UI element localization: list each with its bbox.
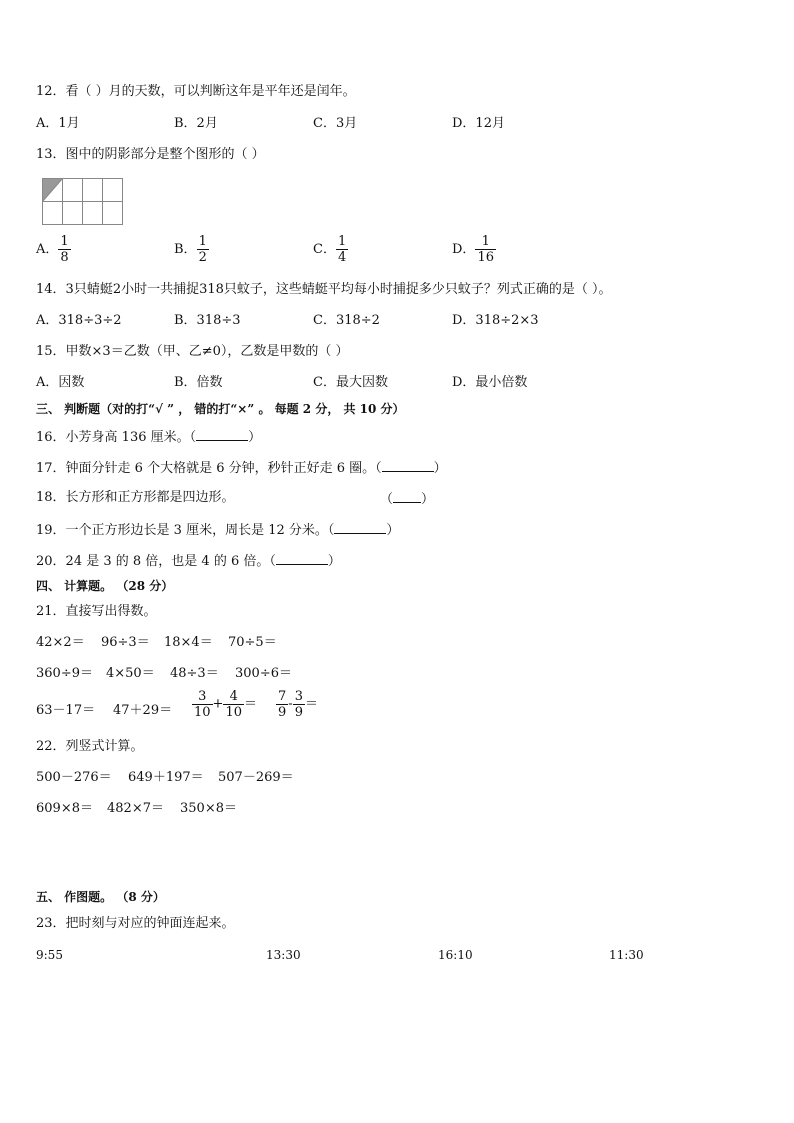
q13-option-c: C． $\frac{1}{4}$ bbox=[313, 234, 347, 265]
time-label: 9:55 bbox=[36, 948, 63, 962]
q15-option-d: D．最小倍数 bbox=[452, 375, 528, 390]
q12-option-b: B．2月 bbox=[174, 116, 218, 131]
calc-item: 649＋197＝ bbox=[128, 770, 204, 785]
q13-option-b: B． $\frac{1}{2}$ bbox=[174, 234, 207, 265]
q12-option-a: A．1月 bbox=[36, 116, 80, 131]
q12-option-c: C．3月 bbox=[313, 116, 358, 131]
time-label: 13:30 bbox=[266, 948, 301, 962]
q20-line: 20．24 是 3 的 8 倍，也是 4 的 6 倍。（ ） bbox=[36, 554, 341, 569]
calc-item: 42×2＝ bbox=[36, 635, 85, 650]
q15-stem: 15．甲数×3＝乙数（甲、乙≠0），乙数是甲数的（ ） bbox=[36, 344, 349, 359]
fraction-expression-2: $\frac{7}{9}$ - $\frac{3}{9}$ ＝ bbox=[278, 689, 318, 720]
calc-item: 4×50＝ bbox=[106, 666, 155, 681]
section-5-heading: 五、 作图题。 （8 分） bbox=[36, 890, 165, 904]
time-label: 16:10 bbox=[438, 948, 473, 962]
calc-item: 18×4＝ bbox=[164, 635, 213, 650]
q12-stem: 12．看（ ）月的天数，可以判断这年是平年还是闰年。 bbox=[36, 84, 356, 99]
time-label: 11:30 bbox=[609, 948, 644, 962]
calc-item: 507－269＝ bbox=[218, 770, 294, 785]
q18-line: 18．长方形和正方形都是四边形。 bbox=[36, 490, 235, 505]
q12-option-d: D．12月 bbox=[452, 116, 505, 131]
answer-blank[interactable] bbox=[334, 521, 386, 534]
q13-option-d: D． $\frac{1}{16}$ bbox=[452, 234, 494, 265]
calc-item: 63－17＝ bbox=[36, 703, 96, 718]
q15-option-c: C．最大因数 bbox=[313, 375, 388, 390]
answer-blank[interactable] bbox=[196, 428, 248, 441]
answer-blank[interactable] bbox=[276, 552, 328, 565]
shaded-grid-figure bbox=[42, 178, 124, 225]
calc-item: 360÷9＝ bbox=[36, 666, 93, 681]
calc-item: 500－276＝ bbox=[36, 770, 112, 785]
calc-item: 70÷5＝ bbox=[228, 635, 277, 650]
q14-option-c: C．318÷2 bbox=[313, 313, 380, 328]
calc-item: 48÷3＝ bbox=[170, 666, 219, 681]
q14-stem: 14．3只蜻蜓2小时一共捕捉318只蚊子，这些蜻蜓平均每小时捕捉多少只蚊子？列式正确的是（ ）。 bbox=[36, 282, 612, 297]
calc-item: 47＋29＝ bbox=[113, 703, 173, 718]
q14-option-b: B．318÷3 bbox=[174, 313, 241, 328]
q21-stem: 21．直接写出得数。 bbox=[36, 604, 157, 619]
q13-stem: 13．图中的阴影部分是整个图形的（ ） bbox=[36, 147, 265, 162]
calc-item: 350×8＝ bbox=[180, 801, 237, 816]
calc-item: 609×8＝ bbox=[36, 801, 93, 816]
fraction-expression-1: $\frac{3}{10}$ + $\frac{4}{10}$ ＝ bbox=[194, 689, 258, 720]
q14-option-d: D．318÷2×3 bbox=[452, 313, 539, 328]
q19-line: 19．一个正方形边长是 3 厘米，周长是 12 分米。（ ） bbox=[36, 523, 400, 538]
calc-item: 482×7＝ bbox=[107, 801, 164, 816]
calc-item: 300÷6＝ bbox=[235, 666, 292, 681]
section-4-heading: 四、 计算题。 （28 分） bbox=[36, 579, 174, 593]
q22-stem: 22．列竖式计算。 bbox=[36, 739, 144, 754]
q13-option-a: A． $\frac{1}{8}$ bbox=[36, 234, 69, 265]
q16-line: 16．小芳身高 136 厘米。（ ） bbox=[36, 430, 262, 445]
q18-answer: （ ） bbox=[380, 492, 435, 507]
calc-item: 96÷3＝ bbox=[101, 635, 150, 650]
answer-blank[interactable] bbox=[382, 459, 434, 472]
q23-stem: 23．把时刻与对应的钟面连起来。 bbox=[36, 916, 235, 931]
q15-option-a: A．因数 bbox=[36, 375, 85, 390]
q14-option-a: A．318÷3÷2 bbox=[36, 313, 122, 328]
answer-blank[interactable] bbox=[393, 490, 421, 503]
q15-option-b: B．倍数 bbox=[174, 375, 223, 390]
section-3-heading: 三、 判断题（对的打“√ ” ， 错的打“×” 。 每题 2 分， 共 10 分） bbox=[36, 402, 405, 416]
q17-line: 17．钟面分针走 6 个大格就是 6 分钟，秒针正好走 6 圈。（ ） bbox=[36, 461, 447, 476]
